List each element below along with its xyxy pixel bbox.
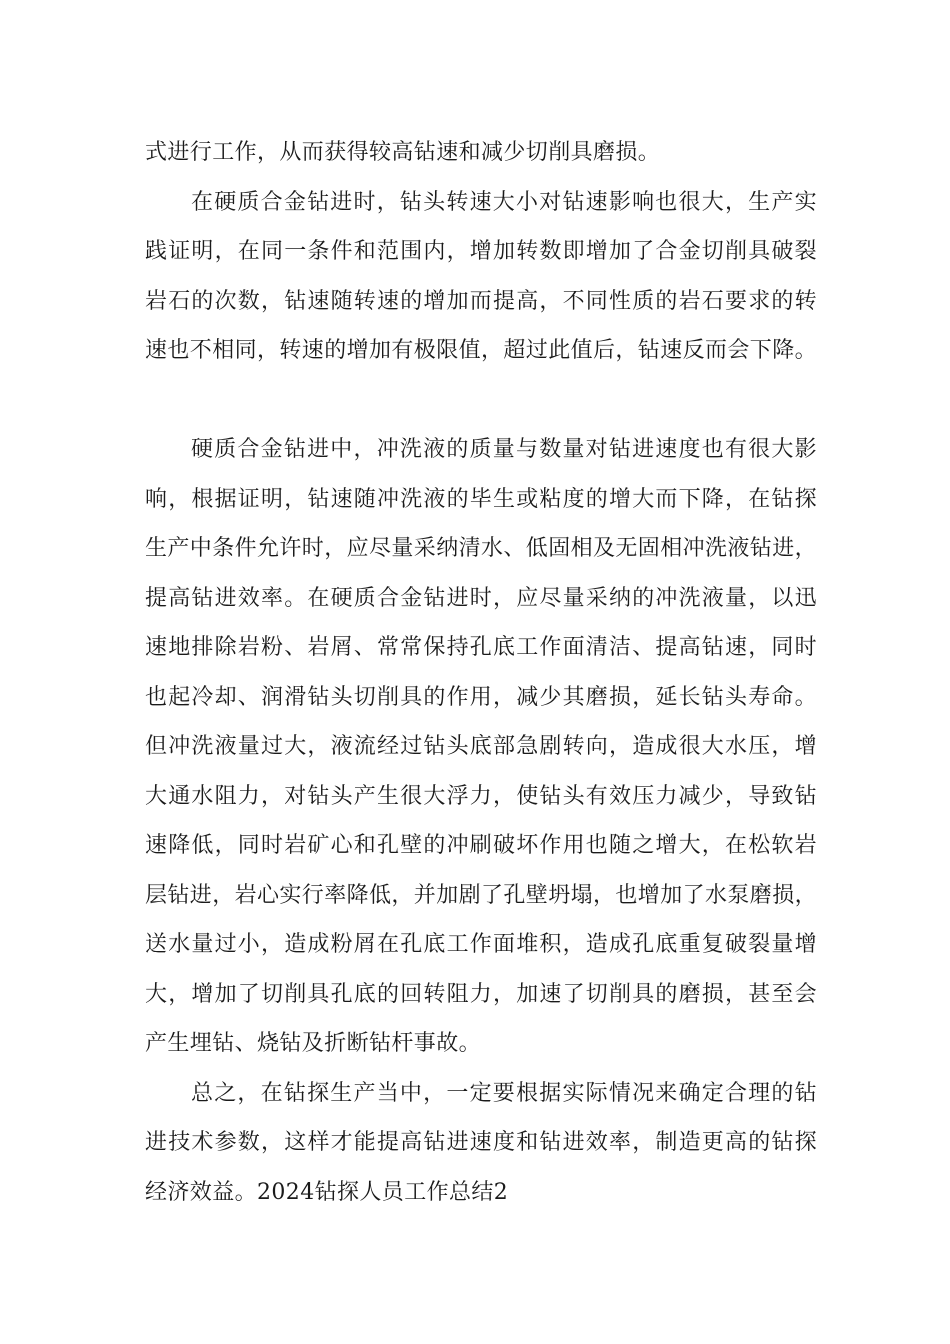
text-line: 践证明，在同一条件和范围内，增加转数即增加了合金切削具破裂: [145, 239, 817, 264]
paragraph-1: [145, 128, 817, 178]
text-line: 大通水阻力，对钻头产生很大浮力，使钻头有效压力减少，导致钻: [145, 783, 817, 809]
text-line: 送水量过小，造成粉屑在孔底工作面堆积，造成孔底重复破裂量增: [145, 932, 817, 957]
text-line: 总之，在钻探生产当中，一定要根据实际情况来确定合理的钻: [191, 1080, 817, 1106]
text-line: 式进行工作，从而获得较高钻速和减少切削具磨损。: [145, 140, 661, 165]
text-line: 响，根据证明，钻速随冲洗液的毕生或粘度的增大而下降，在钻探: [145, 486, 817, 512]
document-body: [145, 128, 817, 1217]
text-line: 速也不相同，转速的增加有极限值，超过此值后，钻速反而会下降。: [145, 338, 818, 363]
text-line: 速降低，同时岩矿心和孔壁的冲刷破坏作用也随之增大，在松软岩: [145, 833, 817, 858]
text-line: 生产中条件允许时，应尽量采纳清水、低固相及无固相冲洗液钻进，: [145, 536, 818, 561]
text-line: 进技术参数，这样才能提高钻进速度和钻进效率，制造更高的钻探: [145, 1130, 817, 1155]
text-line: 也起冷却、润滑钻头切削具的作用，减少其磨损，延长钻头寿命。: [145, 684, 817, 710]
text-line: 但冲洗液量过大，液流经过钻头底部急剧转向，造成很大水压，增: [145, 734, 817, 759]
text-line: 硬质合金钻进中，冲洗液的质量与数量对钻进速度也有很大影: [191, 437, 817, 462]
paragraph-2: [145, 178, 817, 376]
paragraph-4: [145, 1069, 817, 1218]
text-line: 层钻进，岩心实行率降低，并加剧了孔壁坍塌，也增加了水泵磨损，: [145, 882, 818, 908]
text-line: 大，增加了切削具孔底的回转阻力，加速了切削具的磨损，甚至会: [145, 981, 817, 1007]
text-line: 岩石的次数，钻速随转速的增加而提高，不同性质的岩石要求的转: [145, 288, 817, 314]
text-line: 提高钻进效率。在硬质合金钻进时，应尽量采纳的冲洗液量，以迅: [145, 585, 817, 611]
paragraph-3: [145, 425, 817, 1069]
text-line: 产生埋钻、烧钻及折断钻杆事故。: [145, 1031, 482, 1056]
text-line: 经济效益。2024钻探人员工作总结2: [145, 1179, 509, 1205]
text-line: 在硬质合金钻进时，钻头转速大小对钻速影响也很大，生产实: [191, 189, 817, 215]
text-line: 速地排除岩粉、岩屑、常常保持孔底工作面清洁、提高钻速，同时: [145, 635, 817, 660]
paragraph-spacer: [145, 376, 817, 426]
